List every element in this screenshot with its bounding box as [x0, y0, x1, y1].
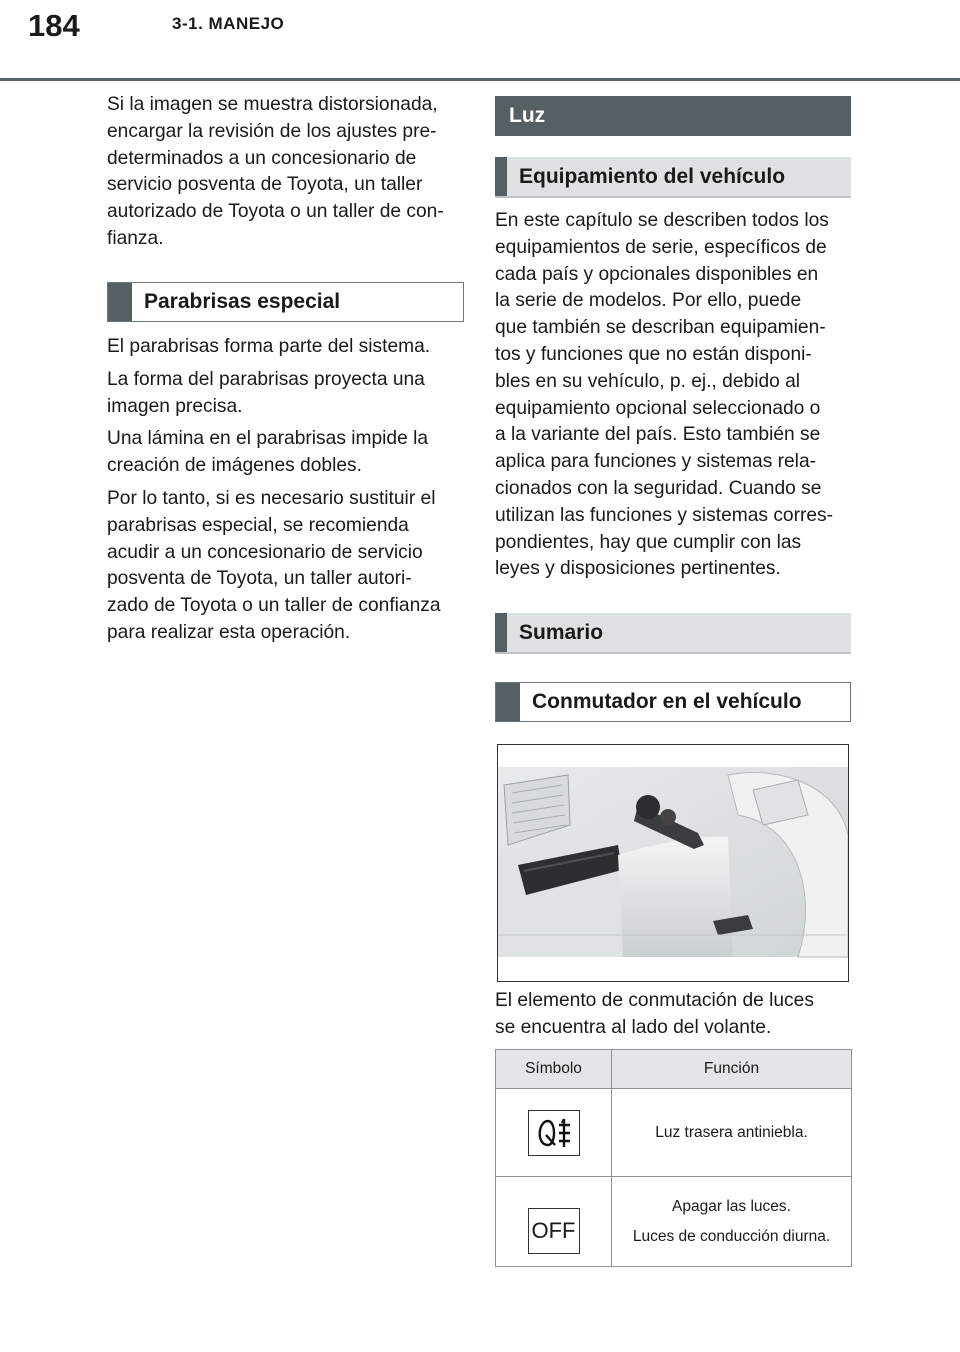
text-line: la serie de modelos. Por ello, puede [495, 290, 802, 312]
heading-marker [495, 157, 507, 196]
text-line: que también se describan equipamien- [495, 317, 826, 339]
text-line: zado de Toyota o un taller de confianza [107, 595, 441, 617]
text-line: creación de imágenes dobles. [107, 455, 362, 477]
text-line: Una lámina en el parabrisas impide la [107, 428, 429, 450]
heading-marker [496, 683, 520, 721]
text-line: acudir a un concesionario de servicio [107, 541, 423, 563]
page-number: 184 [28, 8, 80, 43]
steering-column-image [498, 745, 848, 981]
paragraph [107, 367, 467, 421]
text-line: La forma del parabrisas proyecta una [107, 368, 425, 390]
chapter-title: 3-1. MANEJO [172, 14, 285, 33]
heading-marker [108, 283, 132, 321]
text-line: pondientes, hay que cumplir con las [495, 531, 802, 553]
chapter-heading-luz [495, 96, 851, 136]
paragraph [107, 426, 467, 480]
rear-fog-light-icon [528, 1110, 580, 1156]
symbol-table [495, 1049, 852, 1267]
header-divider [0, 78, 960, 81]
table-row [496, 1177, 852, 1267]
section-heading-equipamiento [495, 157, 851, 198]
heading-marker [495, 613, 507, 652]
text-line: Si la imagen se muestra distorsionada, [107, 94, 438, 115]
paragraph: El parabrisas forma parte del sistema. [107, 336, 431, 357]
text-line: imagen precisa. [107, 395, 243, 417]
intro-paragraph [107, 92, 467, 253]
light-switch-illustration [497, 744, 849, 982]
text-line: leyes y disposiciones pertinentes. [495, 558, 781, 580]
section-title: Equipamiento del vehículo [519, 164, 786, 188]
text-line: determinados a un concesionario de [107, 147, 417, 169]
text-line: En este capítulo se describen todos los [495, 210, 829, 231]
section-heading-conmutador [495, 682, 851, 722]
text-line: servicio posventa de Toyota, un taller [107, 174, 423, 196]
paragraph [107, 486, 467, 647]
illustration-caption [495, 988, 853, 1042]
text-line: se encuentra al lado del volante. [495, 1016, 772, 1038]
main-title: Luz [509, 104, 546, 127]
text-line: parabrisas especial, se recomienda [107, 514, 409, 536]
function-cell [612, 1089, 852, 1177]
table-row [496, 1089, 852, 1177]
function-text: Luces de conducción diurna. [632, 1227, 831, 1245]
text-line: Por lo tanto, si es necesario sustituir el [107, 487, 436, 509]
text-line: El elemento de conmutación de luces [495, 990, 814, 1011]
text-line: a la variante del país. Esto también se [495, 424, 821, 446]
column-header: Símbolo [496, 1050, 612, 1089]
function-cell [612, 1177, 852, 1267]
function-text: Apagar las luces. [672, 1197, 791, 1215]
off-text: OFF [531, 1217, 576, 1243]
text-line: bles en su vehículo, p. ej., debido al [495, 370, 801, 392]
equipamiento-text [495, 208, 853, 583]
left-column [107, 92, 467, 253]
text-line: cada país y opcionales disponibles en [495, 263, 819, 285]
text-line: aplica para funciones y sistemas rela- [495, 451, 817, 473]
text-line: encargar la revisión de los ajustes pre- [107, 120, 437, 142]
text-line: equipamiento opcional seleccionado o [495, 397, 821, 419]
section-heading-parabrisas [107, 282, 464, 322]
text-line: utilizan las funciones y sistemas corres- [495, 504, 834, 526]
text-line: tos y funciones que no están disponi- [495, 343, 812, 365]
text-line: autorizado de Toyota o un taller de con- [107, 201, 444, 223]
section-title: Conmutador en el vehículo [532, 690, 802, 713]
section-heading-sumario [495, 613, 851, 654]
off-icon [528, 1208, 580, 1254]
symbol-cell [496, 1089, 612, 1177]
function-text: Luz trasera antiniebla. [655, 1123, 808, 1141]
table-header-row [496, 1050, 852, 1089]
text-line: fianza. [107, 227, 164, 249]
text-line: para realizar esta operación. [107, 621, 351, 643]
text-line: equipamientos de serie, específicos de [495, 236, 827, 258]
symbol-cell [496, 1177, 612, 1267]
text-line: cionados con la seguridad. Cuando se [495, 477, 822, 499]
column-header: Función [612, 1050, 852, 1089]
parabrisas-text [107, 334, 467, 647]
text-line: posventa de Toyota, un taller autori- [107, 568, 412, 590]
section-title: Sumario [519, 620, 604, 644]
section-title: Parabrisas especial [144, 290, 341, 313]
